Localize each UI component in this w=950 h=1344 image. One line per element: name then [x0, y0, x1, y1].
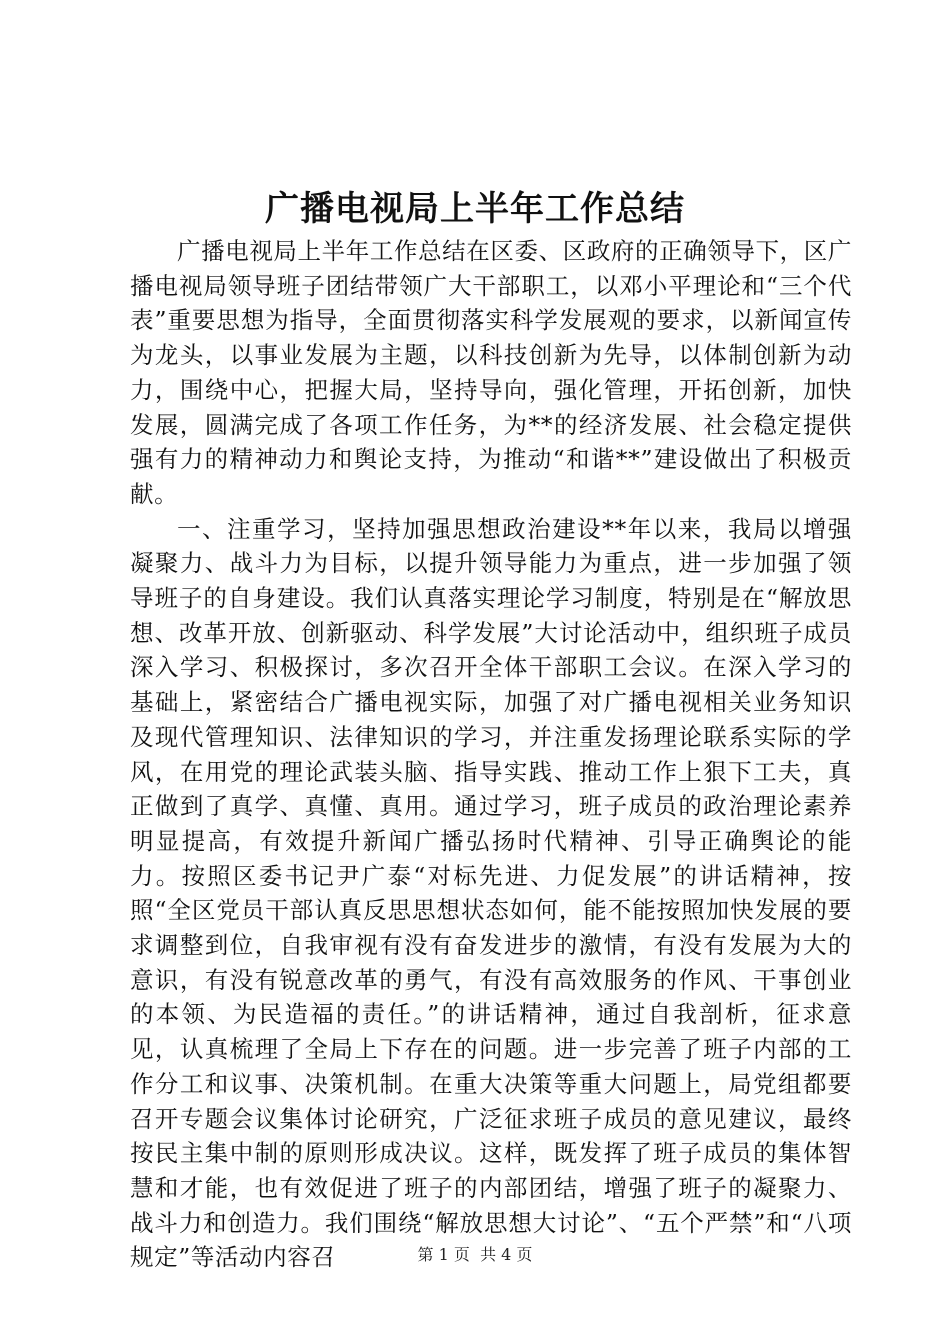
page-footer — [0, 1243, 950, 1267]
page-number: 第 1 页 — [417, 1245, 470, 1264]
document-body — [130, 234, 852, 1275]
page-total: 共 4 页 — [480, 1245, 533, 1264]
footer-separator — [470, 1245, 480, 1264]
paragraph-intro: 广播电视局上半年工作总结在区委、区政府的正确领导下，区广播电视局领导班子团结带领广大干部职工，以邓小平理论和“三个代表”重要思想为指导，全面贯彻落实科学发展观的要求，以新闻宣传为龙头，以事业发展为主题，以科技创新为先导，以体制创新为动力，围绕中心，把握大局，坚持导向，强化管理，开拓创新，加快发展，圆满完成了各项工作任务，为**的经济发展、社会稳定提供强有力的精神动力和舆论支持，为推动“和谐**”建设做出了积极贡献。 — [130, 237, 852, 508]
paragraph-section-1: 一、注重学习，坚持加强思想政治建设**年以来，我局以增强凝聚力、战斗力为目标，以提升领导能力为重点，进一步加强了领导班子的自身建设。我们认真落实理论学习制度，特别是在“解放思想、改革开放、创新驱动、科学发展”大讨论活动中，组织班子成员深入学习、积极探讨，多次召开全体干部职工会议。在深入学习的基础上，紧密结合广播电视实际，加强了对广播电视相关业务知识及现代管理知识、法律知识的学习，并注重发扬理论联系实际的学风，在用党的理论武装头脑、指导实践、推动工作上狠下工夫，真正做到了真学、真懂、真用。通过学习，班子成员的政治理论素养明显提高，有效提升新闻广播弘扬时代精神、引导正确舆论的能力。按照区委书记尹广泰“对标先进、力促发展”的讲话精神，按照“全区党员干部认真反思思想状态如何，能不能按照加快发展的要求调整到位，自我审视有没有奋发进步的激情，有没有发展为大的意识，有没有锐意改革的勇气，有没有高效服务的作风、干事创业的本领、为民造福的责任。”的讲话精神，通过自我剖析，征求意见，认真梳理了全局上下存在的问题。进一步完善了班子内部的工作分工和议事、决策机制。在重大决策等重大问题上，局党组都要召开专题会议集体讨论研究，广泛征求班子成员的意见建议，最终按民主集中制的原则形成决议。这样，既发挥了班子成员的集体智慧和才能，也有效促进了班子的内部团结，增强了班子的凝聚力、战斗力和创造力。我们围绕“解放思想大讨论”、“五个严禁”和“八项规定”等活动内容召 — [130, 514, 852, 1272]
document-title: 广播电视局上半年工作总结 — [265, 189, 685, 229]
